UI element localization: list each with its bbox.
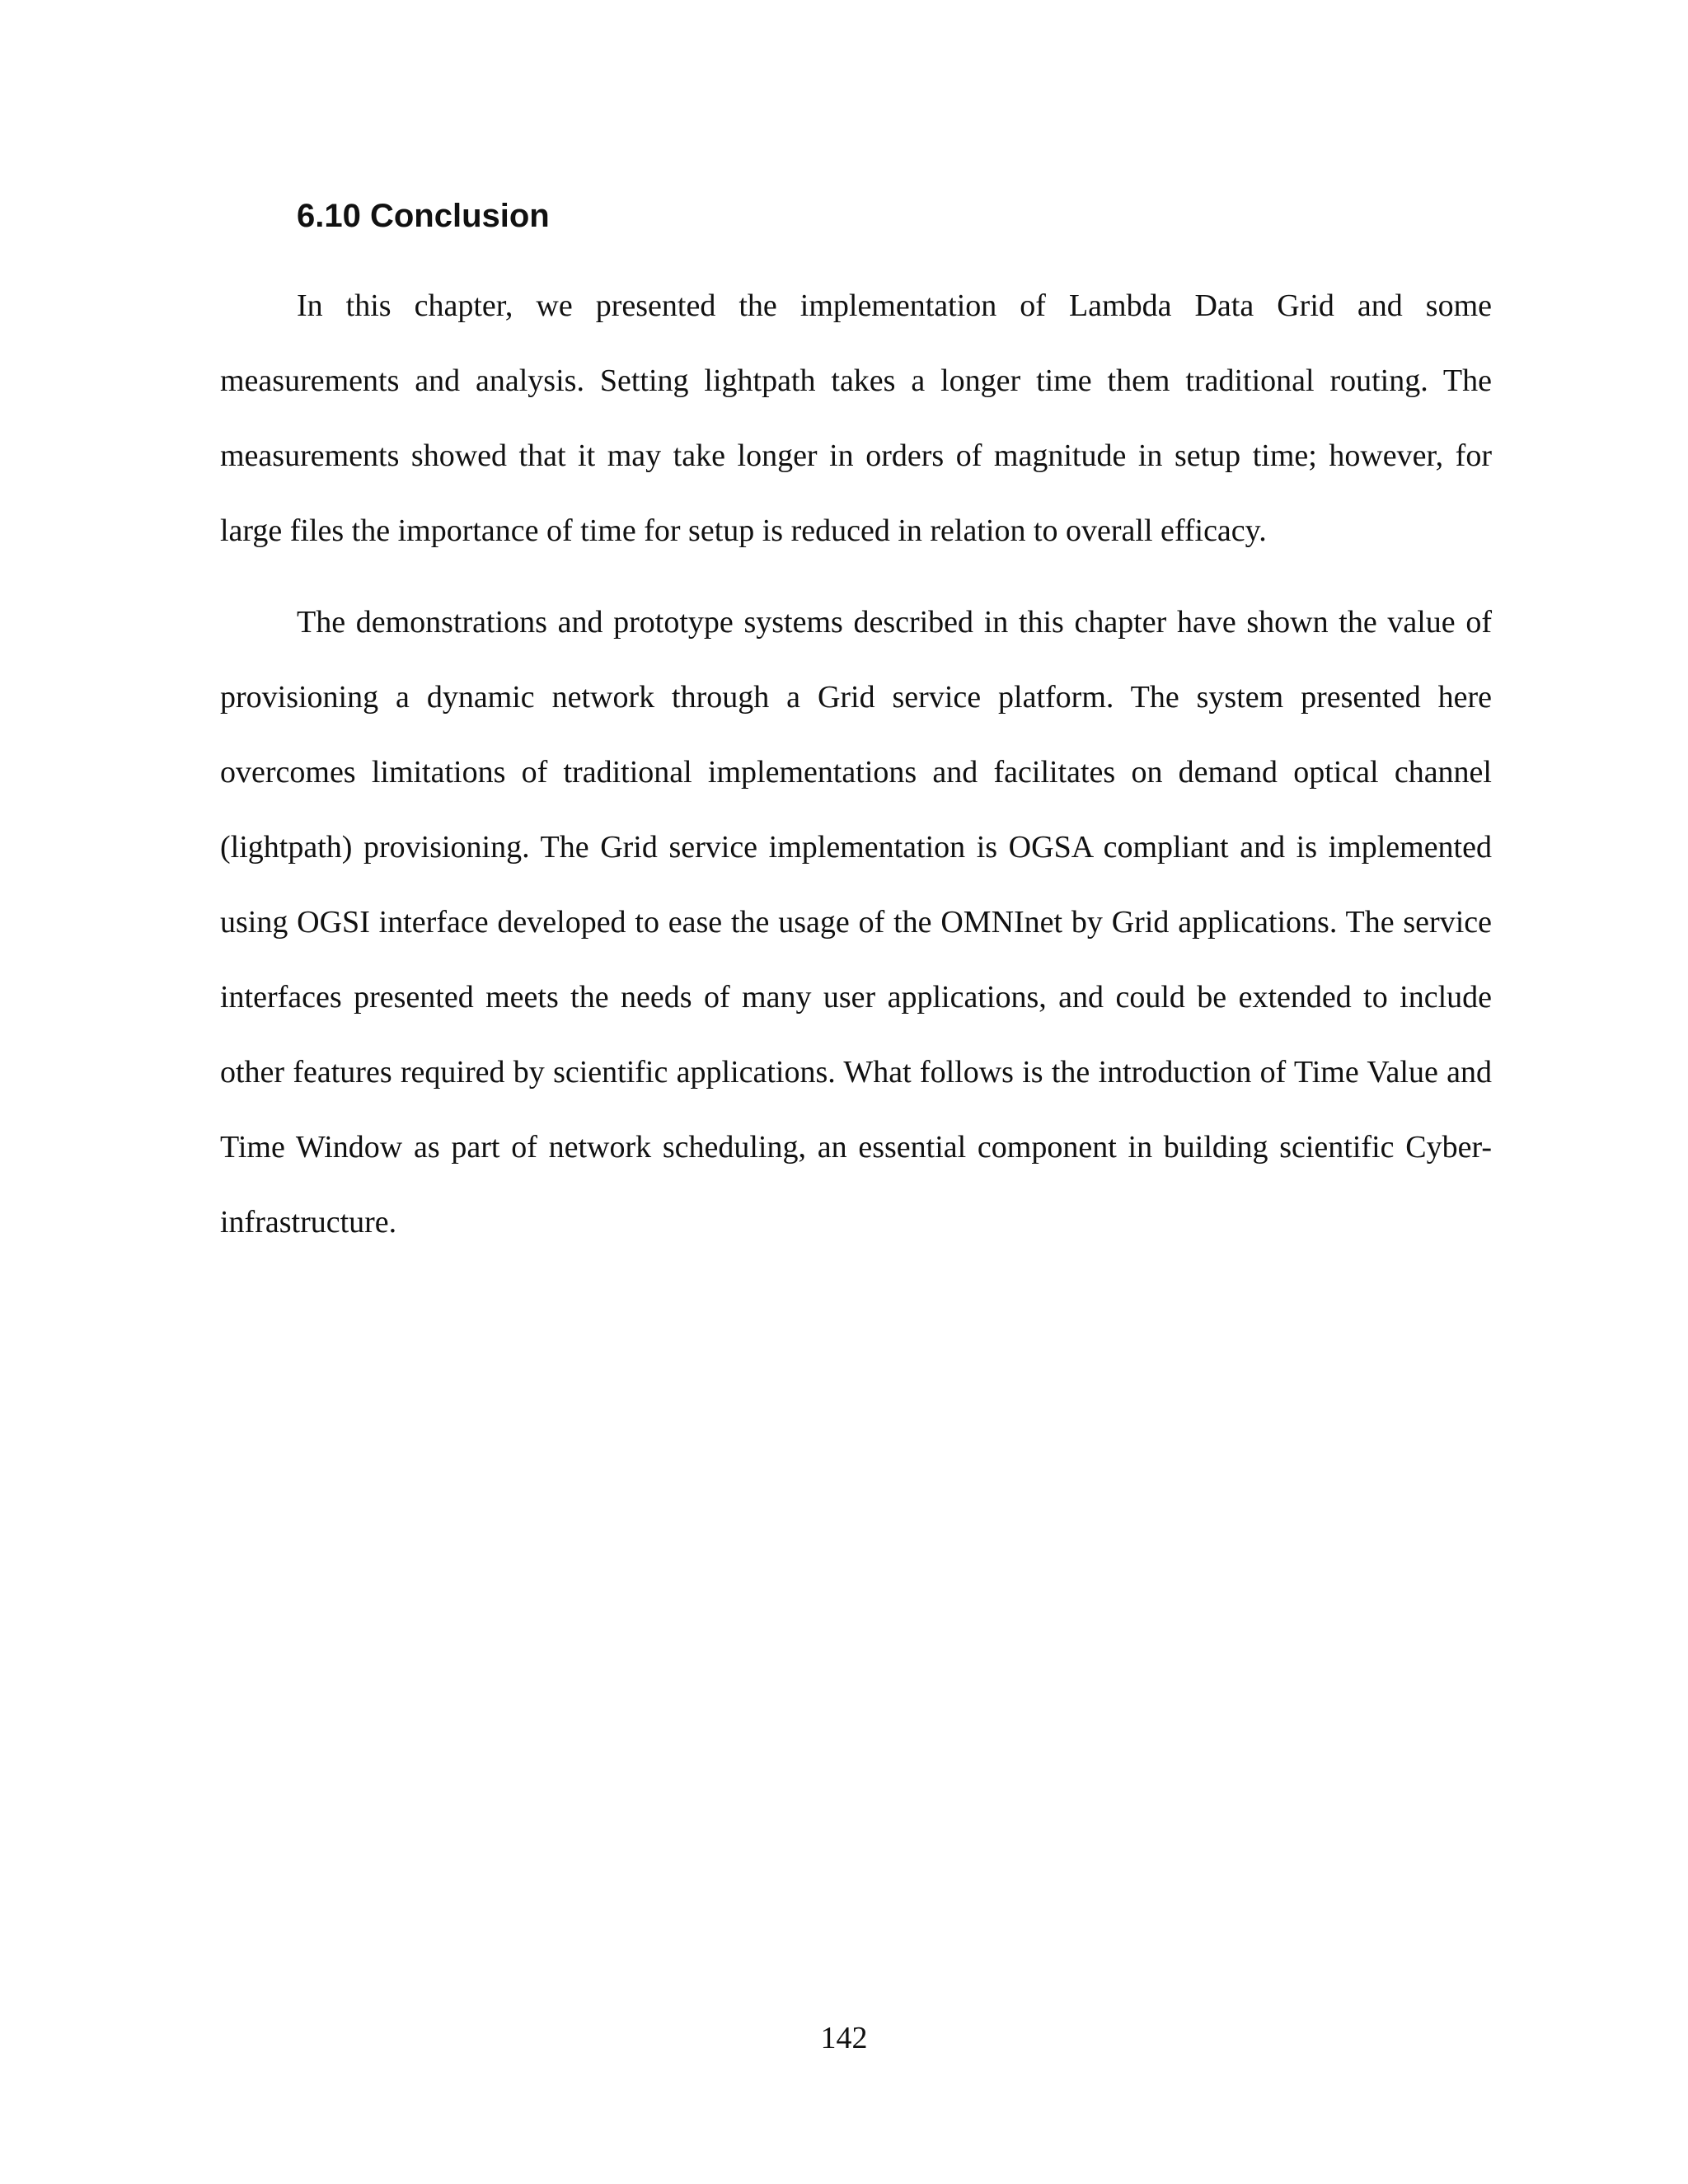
section-heading: 6.10 Conclusion [297, 198, 550, 234]
paragraph-1: In this chapter, we presented the implementation of Lambda Data Grid and some measurements and analysis. Setting lightpath takes a longer time them traditional routing. The measurements showed that it may take longer in orders of magnitude in setup time; however, for large files the importance of time for setup is reduced in relation to overall efficacy. [220, 288, 1492, 548]
page-number: 142 [820, 2021, 868, 2055]
paragraph-2: The demonstrations and prototype systems described in this chapter have shown the value of provisioning a dynamic network through a Grid service platform. The system presented here overcomes limitations of traditional implementations and facilitates on demand optical channel (lightpath) provisioning. The Grid service implementation is OGSA compliant and is implemented using OGSI interface developed to ease the usage of the OMNInet by Grid applications. The service interfaces presented meets the needs of many user applications, and could be extended to include other features required by scientific applications. What follows is the introduction of Time Value and Time Window as part of network scheduling, an essential component in building scientific Cyber-infrastructure. [220, 605, 1492, 1240]
